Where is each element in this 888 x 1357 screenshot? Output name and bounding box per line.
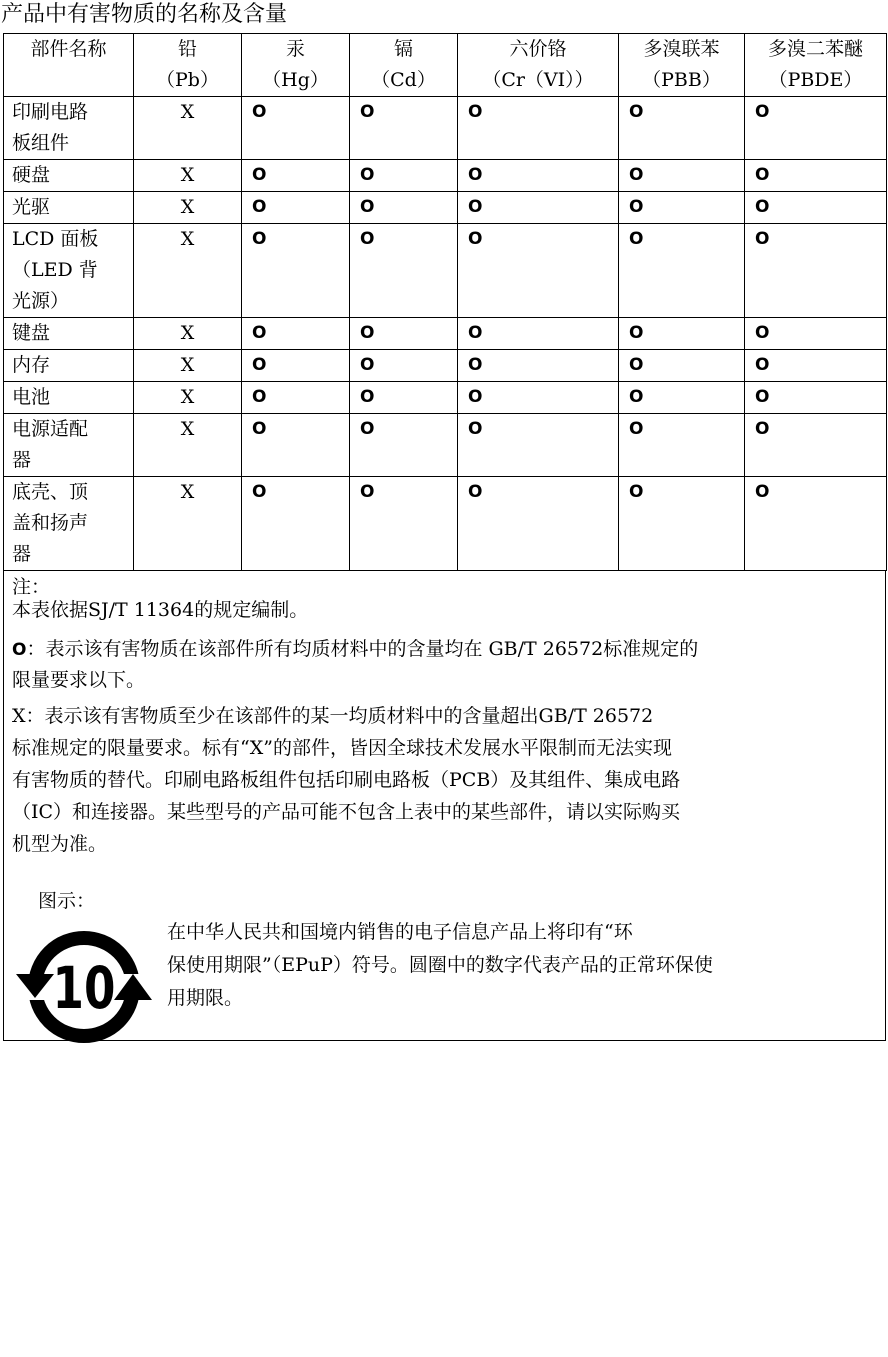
part-name-cell bbox=[4, 350, 134, 382]
substance-value-cell: O bbox=[350, 192, 458, 224]
substance-value-cell: O bbox=[350, 97, 458, 160]
substance-value-cell: O bbox=[619, 160, 745, 192]
substance-value-cell: O bbox=[745, 97, 887, 160]
substance-value-cell: O bbox=[619, 477, 745, 571]
substance-value-cell: O bbox=[458, 97, 619, 160]
substance-value-cell: O bbox=[745, 224, 887, 318]
substance-value-cell: O bbox=[242, 192, 350, 224]
substance-value-cell: O bbox=[242, 318, 350, 350]
substance-value-cell: O bbox=[242, 160, 350, 192]
notes-x-line-4: （IC）和连接器。某些型号的产品可能不包含上表中的某些部件，请以实际购买 bbox=[12, 801, 681, 823]
notes-o-definition: O：表示该有害物质在该部件所有均质材料中的含量均在 GB/T 26572标准规定的 bbox=[12, 638, 699, 660]
table-row bbox=[4, 477, 887, 571]
notes-section bbox=[3, 570, 886, 1041]
substance-value-cell: O bbox=[458, 414, 619, 477]
figure-label: 图示： bbox=[38, 890, 96, 912]
substance-value-cell: O bbox=[458, 477, 619, 571]
substance-value-cell: O bbox=[350, 350, 458, 382]
table-header-row bbox=[4, 34, 887, 97]
notes-x-line-5: 机型为准。 bbox=[12, 833, 108, 855]
lead-value-cell: X bbox=[134, 414, 242, 477]
substance-value-cell: O bbox=[745, 160, 887, 192]
table-row bbox=[4, 318, 887, 350]
substance-value-cell: O bbox=[242, 382, 350, 414]
part-name-line: 器 bbox=[12, 449, 32, 471]
table-row bbox=[4, 160, 887, 192]
substance-value-cell: O bbox=[242, 224, 350, 318]
table-row bbox=[4, 192, 887, 224]
part-name-cell bbox=[4, 414, 134, 477]
header-pbde: 多溴二苯醚 （PBDE） bbox=[745, 34, 887, 97]
notes-label: 注： bbox=[12, 576, 51, 598]
substance-value-cell: O bbox=[619, 414, 745, 477]
part-name-line: 电源适配 bbox=[12, 418, 89, 440]
header-pbb: 多溴联苯 （PBB） bbox=[619, 34, 745, 97]
part-name-cell bbox=[4, 318, 134, 350]
header-part-name: 部件名称 bbox=[4, 34, 134, 97]
substance-value-cell: O bbox=[458, 192, 619, 224]
substance-value-cell: O bbox=[745, 477, 887, 571]
part-name-line: 光源） bbox=[12, 290, 70, 312]
substance-value-cell: O bbox=[350, 382, 458, 414]
lead-value-cell: X bbox=[134, 224, 242, 318]
substance-value-cell: O bbox=[458, 318, 619, 350]
figure-description: 在中华人民共和国境内销售的电子信息产品上将印有“环 保使用期限”（EPuP）符号。圆圈中的数字代表产品的正常环保使 用期限。 bbox=[167, 921, 713, 1009]
lead-value-cell: X bbox=[134, 97, 242, 160]
header-mercury: 汞 （Hg） bbox=[242, 34, 350, 97]
lead-value-cell: X bbox=[134, 160, 242, 192]
page-title: 产品中有害物质的名称及含量 bbox=[1, 2, 288, 27]
substance-value-cell: O bbox=[745, 382, 887, 414]
substance-value-cell: O bbox=[458, 224, 619, 318]
o-symbol: O bbox=[12, 640, 27, 660]
table-row bbox=[4, 382, 887, 414]
substance-value-cell: O bbox=[745, 414, 887, 477]
x-symbol: X bbox=[12, 705, 26, 727]
substance-value-cell: O bbox=[745, 350, 887, 382]
lead-value-cell: X bbox=[134, 350, 242, 382]
notes-standard: 本表依据SJ/T 11364的规定编制。 bbox=[12, 599, 309, 621]
substance-value-cell: O bbox=[350, 224, 458, 318]
substance-value-cell: O bbox=[745, 192, 887, 224]
notes-x-definition: X：表示该有害物质至少在该部件的某一均质材料中的含量超出GB/T 26572 bbox=[12, 705, 654, 727]
logo-number: 10 bbox=[52, 955, 116, 1023]
header-cadmium: 镉 （Cd） bbox=[350, 34, 458, 97]
part-name-line: 盖和扬声 bbox=[12, 512, 89, 534]
substance-value-cell: O bbox=[619, 350, 745, 382]
part-name-cell bbox=[4, 477, 134, 571]
part-name-line: 光驱 bbox=[12, 196, 51, 218]
part-name-line: LCD 面板 bbox=[12, 228, 99, 250]
header-lead: 铅 （Pb） bbox=[134, 34, 242, 97]
table-row bbox=[4, 414, 887, 477]
substance-value-cell: O bbox=[745, 318, 887, 350]
lead-value-cell: X bbox=[134, 477, 242, 571]
part-name-line: 器 bbox=[12, 543, 32, 565]
substance-value-cell: O bbox=[619, 382, 745, 414]
notes-o-definition-cont: 限量要求以下。 bbox=[12, 669, 146, 691]
substance-value-cell: O bbox=[242, 477, 350, 571]
notes-x-line-3: 有害物质的替代。印刷电路板组件包括印刷电路板（PCB）及其组件、集成电路 bbox=[12, 769, 681, 791]
notes-x-line-2: 标准规定的限量要求。标有“X”的部件，皆因全球技术发展水平限制而无法实现 bbox=[12, 737, 672, 759]
substance-value-cell: O bbox=[350, 414, 458, 477]
part-name-line: 板组件 bbox=[12, 132, 70, 154]
substance-value-cell: O bbox=[350, 160, 458, 192]
part-name-cell bbox=[4, 97, 134, 160]
substance-value-cell: O bbox=[619, 318, 745, 350]
substance-value-cell: O bbox=[242, 414, 350, 477]
header-chromium-vi: 六价铬 （Cr（VI）） bbox=[458, 34, 619, 97]
substance-value-cell: O bbox=[458, 350, 619, 382]
table-row bbox=[4, 350, 887, 382]
part-name-line: 底壳、顶 bbox=[12, 481, 89, 503]
part-name-line: 内存 bbox=[12, 354, 51, 376]
substance-value-cell: O bbox=[619, 97, 745, 160]
epup-10-logo-icon bbox=[15, 918, 153, 1056]
part-name-cell bbox=[4, 192, 134, 224]
part-name-line: 键盘 bbox=[12, 322, 51, 344]
part-name-line: 硬盘 bbox=[12, 164, 51, 186]
substance-value-cell: O bbox=[458, 382, 619, 414]
hazardous-substance-table bbox=[3, 33, 887, 571]
substance-value-cell: O bbox=[458, 160, 619, 192]
table-row bbox=[4, 224, 887, 318]
table-row bbox=[4, 97, 887, 160]
part-name-cell bbox=[4, 382, 134, 414]
substance-value-cell: O bbox=[350, 477, 458, 571]
lead-value-cell: X bbox=[134, 382, 242, 414]
part-name-cell bbox=[4, 160, 134, 192]
lead-value-cell: X bbox=[134, 192, 242, 224]
substance-value-cell: O bbox=[242, 97, 350, 160]
part-name-line: 印刷电路 bbox=[12, 101, 89, 123]
substance-value-cell: O bbox=[242, 350, 350, 382]
substance-value-cell: O bbox=[350, 318, 458, 350]
substance-value-cell: O bbox=[619, 192, 745, 224]
substance-value-cell: O bbox=[619, 224, 745, 318]
lead-value-cell: X bbox=[134, 318, 242, 350]
part-name-line: 电池 bbox=[12, 386, 51, 408]
part-name-cell bbox=[4, 224, 134, 318]
part-name-line: （LED 背 bbox=[12, 259, 98, 281]
